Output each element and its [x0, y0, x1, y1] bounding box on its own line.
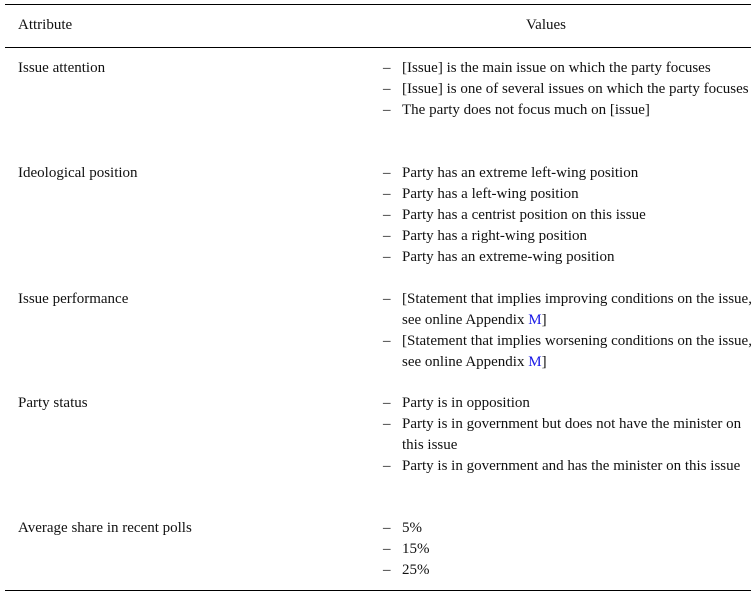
values-average-share: [383, 518, 753, 581]
dash-marker: –: [383, 541, 391, 557]
list-item: – The party does not focus much on [issue]: [383, 100, 753, 121]
row-label-issue-attention: Issue attention: [18, 60, 106, 76]
list-item: – [Statement that implies worsening conditions on the issue, see online Appendix M]: [383, 333, 752, 370]
header-values: Values: [526, 17, 566, 33]
dash-marker: –: [383, 228, 391, 244]
table-bottom-rule: [5, 590, 751, 591]
row-label-ideological-position: Ideological position: [18, 165, 138, 181]
list-item: – [Issue] is the main issue on which the party focuses: [383, 58, 753, 79]
list-item: – Party is in government and has the minister on this issue: [383, 456, 753, 477]
table-top-rule: [5, 4, 751, 5]
dash-marker: –: [383, 249, 391, 265]
table-header-rule: [5, 47, 751, 48]
dash-marker: –: [383, 186, 391, 202]
list-item: – 5%: [383, 518, 753, 539]
values-issue-attention: [383, 58, 753, 121]
row-label-issue-performance: Issue performance: [18, 291, 129, 307]
dash-marker: –: [383, 207, 391, 223]
appendix-link[interactable]: M: [528, 354, 542, 370]
list-item: – Party has an extreme left-wing position: [383, 163, 753, 184]
values-party-status: [383, 393, 753, 477]
row-label-average-share: Average share in recent polls: [18, 520, 192, 536]
row-label-party-status: Party status: [18, 395, 88, 411]
dash-marker: –: [383, 333, 391, 349]
list-item: – Party is in government but does not have the minister on this issue: [383, 416, 742, 453]
list-item: – [Statement that implies improving conditions on the issue, see online Appendix M]: [383, 291, 752, 328]
dash-marker: –: [383, 562, 391, 578]
values-ideological-position: [383, 163, 753, 268]
list-item: – [Issue] is one of several issues on which the party focuses: [383, 79, 753, 100]
dash-marker: –: [383, 395, 391, 411]
dash-marker: –: [383, 520, 391, 536]
list-item: – Party has a centrist position on this issue: [383, 205, 753, 226]
dash-marker: –: [383, 291, 391, 307]
list-item: – Party is in opposition: [383, 393, 753, 414]
values-issue-performance: [383, 289, 753, 373]
dash-marker: –: [383, 458, 391, 474]
dash-marker: –: [383, 60, 391, 76]
dash-marker: –: [383, 165, 391, 181]
header-attribute: Attribute: [18, 17, 73, 33]
list-item: – Party has a left-wing position: [383, 184, 753, 205]
dash-marker: –: [383, 416, 391, 432]
dash-marker: –: [383, 81, 391, 97]
appendix-link[interactable]: M: [528, 312, 542, 328]
list-item: – Party has a right-wing position: [383, 226, 753, 247]
list-item: – Party has an extreme-wing position: [383, 247, 753, 268]
dash-marker: –: [383, 102, 391, 118]
list-item: – 15%: [383, 539, 753, 560]
list-item: – 25%: [383, 560, 753, 581]
